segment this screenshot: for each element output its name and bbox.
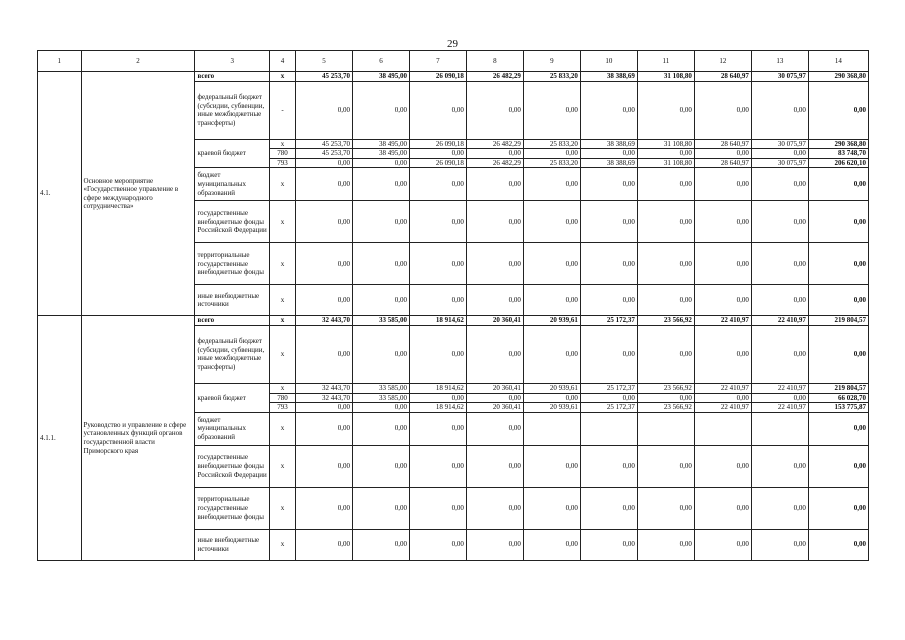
budget-code: x <box>270 325 296 383</box>
item-number: 4.1. <box>38 72 82 316</box>
amount-cell: 0,00 <box>352 529 409 560</box>
amount-cell: 0,00 <box>352 412 409 445</box>
amount-cell: 0,00 <box>694 149 751 159</box>
amount-cell: 45 253,70 <box>295 72 352 82</box>
amount-cell: 0,00 <box>580 81 637 139</box>
source-label: бюджет муниципальных образований <box>195 412 270 445</box>
budget-code: x <box>270 412 296 445</box>
amount-cell: 0,00 <box>466 487 523 529</box>
amount-cell: 0,00 <box>808 445 868 487</box>
amount-cell: 219 804,57 <box>808 316 868 326</box>
amount-cell <box>580 412 637 445</box>
amount-cell: 0,00 <box>523 325 580 383</box>
amount-cell: 28 640,97 <box>694 139 751 149</box>
header-cell: 6 <box>352 51 409 72</box>
budget-table <box>37 50 869 561</box>
amount-cell: 0,00 <box>295 285 352 316</box>
table-body <box>38 51 869 561</box>
amount-cell <box>523 412 580 445</box>
header-cell: 14 <box>808 51 868 72</box>
amount-cell: 0,00 <box>295 445 352 487</box>
amount-cell: 20 360,41 <box>466 316 523 326</box>
amount-cell: 0,00 <box>409 529 466 560</box>
source-label: территориальные государственные внебюджетные фонды <box>195 243 270 285</box>
amount-cell: 0,00 <box>295 529 352 560</box>
amount-cell: 26 090,18 <box>409 139 466 149</box>
header-cell: 4 <box>270 51 296 72</box>
source-label: федеральный бюджет (субсидии, субвенции, иные межбюджетные трансферты) <box>195 325 270 383</box>
amount-cell: 0,00 <box>295 243 352 285</box>
item-name: Руководство и управление в сфере установленных функций органов государственной власти Приморского края <box>81 316 195 560</box>
amount-cell: 0,00 <box>352 487 409 529</box>
amount-cell: 0,00 <box>751 201 808 243</box>
budget-code: x <box>270 168 296 201</box>
amount-cell: 0,00 <box>751 393 808 403</box>
amount-cell: 0,00 <box>580 149 637 159</box>
amount-cell: 0,00 <box>295 325 352 383</box>
header-cell: 10 <box>580 51 637 72</box>
amount-cell: 20 939,61 <box>523 316 580 326</box>
header-cell: 9 <box>523 51 580 72</box>
amount-cell: 0,00 <box>751 149 808 159</box>
amount-cell: 26 482,29 <box>466 158 523 168</box>
amount-cell: 0,00 <box>580 487 637 529</box>
budget-code: x <box>270 445 296 487</box>
amount-cell: 38 495,00 <box>352 149 409 159</box>
amount-cell: 0,00 <box>352 81 409 139</box>
amount-cell: 22 410,97 <box>751 383 808 393</box>
amount-cell: 206 620,10 <box>808 158 868 168</box>
amount-cell: 0,00 <box>466 529 523 560</box>
source-label: бюджет муниципальных образований <box>195 168 270 201</box>
source-label: всего <box>195 316 270 326</box>
amount-cell: 0,00 <box>352 168 409 201</box>
amount-cell: 0,00 <box>352 445 409 487</box>
budget-code: x <box>270 316 296 326</box>
amount-cell: 0,00 <box>637 487 694 529</box>
amount-cell: 25 833,20 <box>523 158 580 168</box>
amount-cell: 0,00 <box>352 201 409 243</box>
amount-cell: 33 585,00 <box>352 383 409 393</box>
amount-cell: 0,00 <box>637 149 694 159</box>
amount-cell: 20 939,61 <box>523 383 580 393</box>
amount-cell: 0,00 <box>694 325 751 383</box>
amount-cell: 0,00 <box>295 81 352 139</box>
amount-cell: 0,00 <box>466 393 523 403</box>
amount-cell: 0,00 <box>409 243 466 285</box>
header-cell: 1 <box>38 51 82 72</box>
amount-cell: 0,00 <box>637 529 694 560</box>
amount-cell: 38 388,69 <box>580 158 637 168</box>
amount-cell: 0,00 <box>808 325 868 383</box>
source-label: краевой бюджет <box>195 139 270 168</box>
amount-cell: 20 939,61 <box>523 403 580 413</box>
amount-cell: 0,00 <box>352 285 409 316</box>
header-cell: 2 <box>81 51 195 72</box>
amount-cell: 0,00 <box>466 285 523 316</box>
amount-cell: 25 833,20 <box>523 72 580 82</box>
budget-code: - <box>270 81 296 139</box>
amount-cell: 0,00 <box>580 529 637 560</box>
header-cell: 5 <box>295 51 352 72</box>
amount-cell: 0,00 <box>808 201 868 243</box>
amount-cell: 0,00 <box>523 243 580 285</box>
amount-cell: 0,00 <box>694 445 751 487</box>
amount-cell: 290 368,80 <box>808 72 868 82</box>
amount-cell: 31 108,80 <box>637 158 694 168</box>
amount-cell: 0,00 <box>409 149 466 159</box>
amount-cell: 0,00 <box>523 393 580 403</box>
item-name: Основное мероприятие «Государственное управление в сфере международного сотрудничества» <box>81 72 195 316</box>
amount-cell: 32 443,70 <box>295 316 352 326</box>
header-cell: 8 <box>466 51 523 72</box>
amount-cell: 0,00 <box>409 445 466 487</box>
amount-cell: 0,00 <box>637 243 694 285</box>
budget-code: x <box>270 383 296 393</box>
amount-cell: 0,00 <box>694 393 751 403</box>
amount-cell: 30 075,97 <box>751 139 808 149</box>
amount-cell: 0,00 <box>523 529 580 560</box>
amount-cell: 0,00 <box>295 168 352 201</box>
amount-cell: 0,00 <box>637 445 694 487</box>
amount-cell: 0,00 <box>295 403 352 413</box>
amount-cell: 0,00 <box>580 243 637 285</box>
amount-cell: 0,00 <box>523 487 580 529</box>
amount-cell: 22 410,97 <box>694 383 751 393</box>
amount-cell: 0,00 <box>466 168 523 201</box>
amount-cell: 22 410,97 <box>751 316 808 326</box>
amount-cell: 0,00 <box>751 285 808 316</box>
amount-cell: 0,00 <box>523 149 580 159</box>
amount-cell: 0,00 <box>409 487 466 529</box>
amount-cell: 0,00 <box>694 168 751 201</box>
amount-cell: 38 388,69 <box>580 72 637 82</box>
amount-cell: 31 108,80 <box>637 139 694 149</box>
header-row <box>38 51 869 72</box>
amount-cell: 22 410,97 <box>694 316 751 326</box>
amount-cell: 0,00 <box>523 445 580 487</box>
amount-cell: 20 360,41 <box>466 383 523 393</box>
amount-cell: 0,00 <box>295 487 352 529</box>
amount-cell: 66 028,70 <box>808 393 868 403</box>
header-cell: 12 <box>694 51 751 72</box>
source-label: иные внебюджетные источники <box>195 285 270 316</box>
amount-cell: 33 585,00 <box>352 393 409 403</box>
amount-cell: 38 495,00 <box>352 72 409 82</box>
amount-cell: 0,00 <box>409 285 466 316</box>
amount-cell: 0,00 <box>694 285 751 316</box>
amount-cell: 0,00 <box>694 529 751 560</box>
amount-cell: 25 172,37 <box>580 316 637 326</box>
amount-cell: 0,00 <box>580 201 637 243</box>
amount-cell: 0,00 <box>580 393 637 403</box>
budget-code: x <box>270 529 296 560</box>
amount-cell: 33 585,00 <box>352 316 409 326</box>
budget-code: 780 <box>270 149 296 159</box>
budget-code: x <box>270 285 296 316</box>
amount-cell: 0,00 <box>409 325 466 383</box>
header-cell: 7 <box>409 51 466 72</box>
amount-cell <box>694 412 751 445</box>
amount-cell: 0,00 <box>523 201 580 243</box>
amount-cell: 22 410,97 <box>751 403 808 413</box>
amount-cell: 0,00 <box>808 412 868 445</box>
amount-cell: 0,00 <box>808 487 868 529</box>
amount-cell: 32 443,70 <box>295 383 352 393</box>
amount-cell: 0,00 <box>637 393 694 403</box>
amount-cell: 38 388,69 <box>580 139 637 149</box>
amount-cell: 0,00 <box>295 158 352 168</box>
amount-cell: 290 368,80 <box>808 139 868 149</box>
header-cell: 13 <box>751 51 808 72</box>
amount-cell: 28 640,97 <box>694 158 751 168</box>
amount-cell: 0,00 <box>694 81 751 139</box>
amount-cell: 26 482,29 <box>466 139 523 149</box>
amount-cell: 32 443,70 <box>295 393 352 403</box>
amount-cell: 23 566,92 <box>637 316 694 326</box>
budget-code: x <box>270 72 296 82</box>
amount-cell: 23 566,92 <box>637 403 694 413</box>
amount-cell: 0,00 <box>352 403 409 413</box>
amount-cell: 0,00 <box>751 168 808 201</box>
amount-cell: 0,00 <box>295 412 352 445</box>
amount-cell: 153 775,87 <box>808 403 868 413</box>
source-label: краевой бюджет <box>195 383 270 412</box>
amount-cell: 30 075,97 <box>751 72 808 82</box>
amount-cell: 25 172,37 <box>580 383 637 393</box>
amount-cell: 0,00 <box>808 81 868 139</box>
amount-cell: 0,00 <box>409 81 466 139</box>
amount-cell: 0,00 <box>808 243 868 285</box>
amount-cell: 0,00 <box>352 158 409 168</box>
item-number: 4.1.1. <box>38 316 82 560</box>
amount-cell: 25 172,37 <box>580 403 637 413</box>
amount-cell: 0,00 <box>466 445 523 487</box>
source-label: иные внебюджетные источники <box>195 529 270 560</box>
amount-cell: 0,00 <box>409 393 466 403</box>
amount-cell: 219 804,57 <box>808 383 868 393</box>
amount-cell: 83 748,70 <box>808 149 868 159</box>
amount-cell: 0,00 <box>694 487 751 529</box>
amount-cell: 0,00 <box>409 168 466 201</box>
amount-cell: 26 090,18 <box>409 158 466 168</box>
amount-cell: 0,00 <box>694 243 751 285</box>
amount-cell: 0,00 <box>751 243 808 285</box>
amount-cell: 0,00 <box>523 81 580 139</box>
amount-cell: 0,00 <box>808 168 868 201</box>
amount-cell: 0,00 <box>466 325 523 383</box>
amount-cell: 0,00 <box>466 201 523 243</box>
amount-cell: 38 495,00 <box>352 139 409 149</box>
amount-cell: 0,00 <box>352 243 409 285</box>
amount-cell: 0,00 <box>751 445 808 487</box>
amount-cell: 0,00 <box>637 201 694 243</box>
amount-cell: 0,00 <box>409 201 466 243</box>
amount-cell: 0,00 <box>751 81 808 139</box>
amount-cell: 0,00 <box>466 81 523 139</box>
amount-cell: 0,00 <box>295 201 352 243</box>
amount-cell: 0,00 <box>580 445 637 487</box>
budget-code: 793 <box>270 403 296 413</box>
amount-cell: 0,00 <box>523 285 580 316</box>
amount-cell: 0,00 <box>580 168 637 201</box>
page-number: 29 <box>447 38 458 50</box>
amount-cell: 0,00 <box>751 487 808 529</box>
amount-cell: 0,00 <box>466 412 523 445</box>
amount-cell: 0,00 <box>751 529 808 560</box>
source-label: государственные внебюджетные фонды Российской Федерации <box>195 445 270 487</box>
source-label: всего <box>195 72 270 82</box>
amount-cell: 0,00 <box>694 201 751 243</box>
amount-cell: 18 914,62 <box>409 403 466 413</box>
amount-cell: 0,00 <box>808 529 868 560</box>
amount-cell: 0,00 <box>637 81 694 139</box>
amount-cell: 0,00 <box>580 325 637 383</box>
amount-cell: 26 090,18 <box>409 72 466 82</box>
budget-code: x <box>270 487 296 529</box>
amount-cell: 45 253,70 <box>295 149 352 159</box>
amount-cell: 22 410,97 <box>694 403 751 413</box>
amount-cell: 18 914,62 <box>409 383 466 393</box>
budget-code: x <box>270 139 296 149</box>
amount-cell: 23 566,92 <box>637 383 694 393</box>
amount-cell: 25 833,20 <box>523 139 580 149</box>
amount-cell <box>637 412 694 445</box>
amount-cell: 0,00 <box>808 285 868 316</box>
budget-code: x <box>270 201 296 243</box>
amount-cell: 0,00 <box>352 325 409 383</box>
table-row <box>38 316 869 326</box>
amount-cell: 20 360,41 <box>466 403 523 413</box>
amount-cell: 0,00 <box>409 412 466 445</box>
amount-cell: 0,00 <box>466 149 523 159</box>
amount-cell: 0,00 <box>523 168 580 201</box>
amount-cell: 0,00 <box>580 285 637 316</box>
amount-cell <box>751 412 808 445</box>
budget-code: 780 <box>270 393 296 403</box>
source-label: территориальные государственные внебюджетные фонды <box>195 487 270 529</box>
amount-cell: 18 914,62 <box>409 316 466 326</box>
amount-cell: 0,00 <box>466 243 523 285</box>
source-label: государственные внебюджетные фонды Российской Федерации <box>195 201 270 243</box>
amount-cell: 45 253,70 <box>295 139 352 149</box>
amount-cell: 0,00 <box>637 168 694 201</box>
header-cell: 11 <box>637 51 694 72</box>
amount-cell: 0,00 <box>637 325 694 383</box>
header-cell: 3 <box>195 51 270 72</box>
table-row <box>38 72 869 82</box>
amount-cell: 26 482,29 <box>466 72 523 82</box>
amount-cell: 0,00 <box>637 285 694 316</box>
amount-cell: 28 640,97 <box>694 72 751 82</box>
amount-cell: 0,00 <box>751 325 808 383</box>
amount-cell: 30 075,97 <box>751 158 808 168</box>
amount-cell: 31 108,80 <box>637 72 694 82</box>
source-label: федеральный бюджет (субсидии, субвенции, иные межбюджетные трансферты) <box>195 81 270 139</box>
budget-code: x <box>270 243 296 285</box>
budget-code: 793 <box>270 158 296 168</box>
